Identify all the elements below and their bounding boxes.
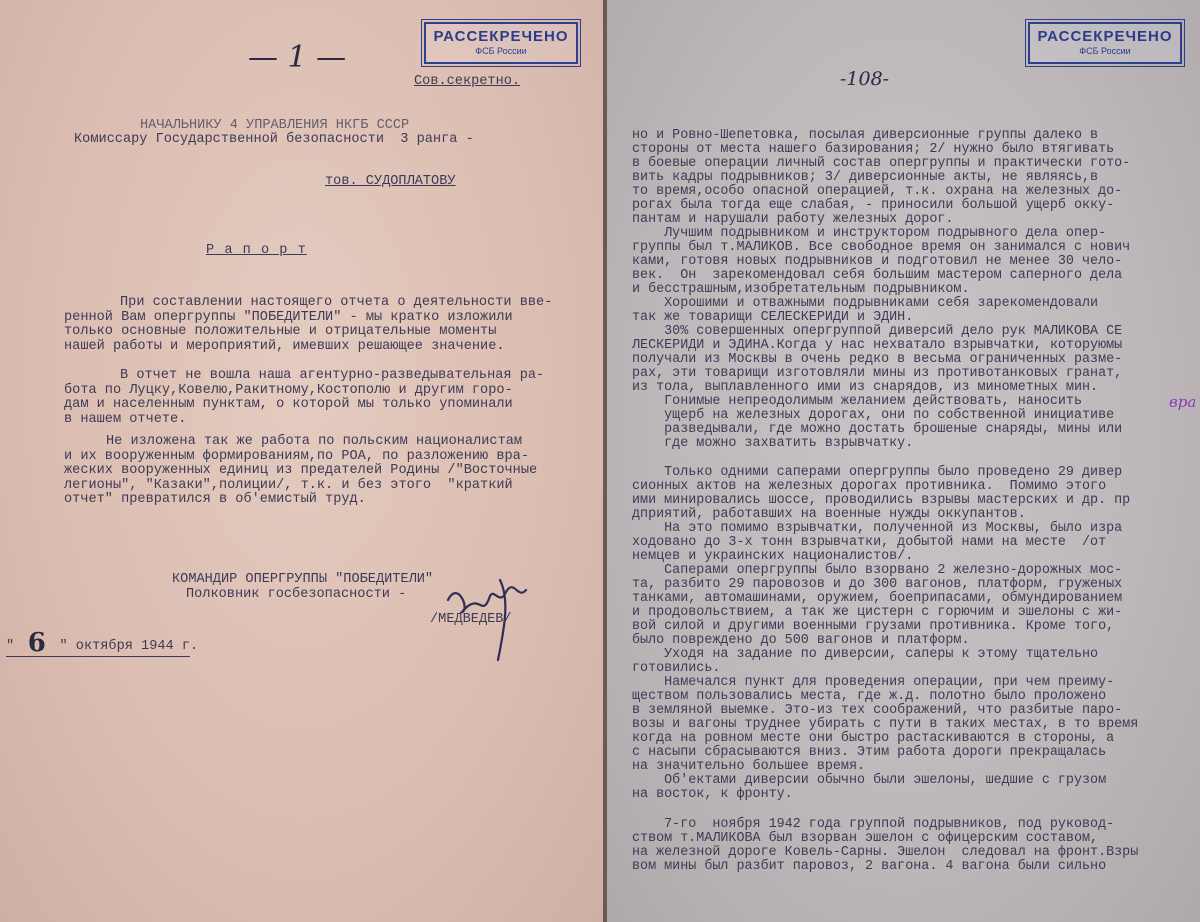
date-line bbox=[6, 626, 199, 658]
body-line: ками, готовя новых подрывников и подготовил не менее 30 чело- bbox=[632, 254, 1123, 269]
body-line: но и Ровно-Шепетовка, посылая диверсионные группы далеко в bbox=[632, 128, 1099, 143]
body-line: рах, эти товарищи изготовляли мины из противотанковых гранат, bbox=[632, 366, 1123, 381]
body-line: Намечался пункт для проведения операции, при чем преиму- bbox=[632, 675, 1115, 690]
body-line: стороны от места нашего базирования; 2/ нужно было втягивать bbox=[632, 142, 1115, 157]
body-line: Только одними саперами опергруппы было проведено 29 дивер bbox=[632, 465, 1123, 480]
body-line: ществом пользовались места, где ж.д. полотно было проложено bbox=[632, 689, 1107, 704]
body-line: получали из Москвы в очень редко в весьма ограниченных разме- bbox=[632, 352, 1123, 367]
body-line: Гонимые непреодолимым желанием действовать, наносить bbox=[632, 394, 1082, 409]
addressee-line-3: тов. СУДОПЛАТОВУ bbox=[325, 174, 456, 189]
body-line: вом мины был разбит паровоз, 2 вагона. 4 вагона были сильно bbox=[632, 859, 1107, 874]
date-day: 6 bbox=[27, 628, 46, 658]
right-page-number: -108- bbox=[840, 68, 890, 90]
body-line: век. Он зарекомендовал себя большим мастером саперного дела bbox=[632, 268, 1123, 283]
signature-line-2: Полковник госбезопасности - bbox=[186, 587, 407, 602]
para2-line3: дам и населенным пунктам, о которой мы только упоминали bbox=[64, 397, 513, 412]
body-line: 7-го ноября 1942 года группой подрывников, под руковод- bbox=[632, 817, 1115, 832]
para2-line1: В отчет не вошла наша агентурно-разведывательная ра- bbox=[120, 368, 545, 383]
body-line: Саперами опергруппы было взорвано 2 железно-дорожных мос- bbox=[632, 563, 1123, 578]
body-line: Хорошими и отважными подрывниками себя зарекомендовали bbox=[632, 296, 1099, 311]
body-line: рогах была тогда еще слабая, - приносили большой ущерб окку- bbox=[632, 198, 1115, 213]
body-line: дприятий, работавших на военные нужды оккупантов. bbox=[632, 507, 1026, 522]
body-line: та, разбито 29 паровозов и до 300 вагонов, платформ, груженых bbox=[632, 577, 1123, 592]
body-line: на восток, к фронту. bbox=[632, 787, 793, 802]
body-line: ущерб на железных дорогах, они по собственной инициативе bbox=[632, 408, 1115, 423]
body-line: вой силой и другими военными грузами противника. Кроме того, bbox=[632, 619, 1115, 634]
para1-line3: только основные положительные и отрицательные моменты bbox=[64, 324, 497, 339]
body-line: и продовольствием, а так же цистерн с горючим и эшелоны с жи- bbox=[632, 605, 1123, 620]
body-line: немцев и украинских националистов/. bbox=[632, 549, 914, 564]
body-line: пантам и нарушали работу железных дорог. bbox=[632, 212, 954, 227]
body-line: группы был т.МАЛИКОВ. Все свободное время он занимался с нович bbox=[632, 240, 1131, 255]
body-line: Лучшим подрывником и инструктором подрывного дела опер- bbox=[632, 226, 1107, 241]
signature-line-1: КОМАНДИР ОПЕРГРУППЫ "ПОБЕДИТЕЛИ" bbox=[172, 572, 434, 587]
para2-line4: в нашем отчете. bbox=[64, 412, 187, 427]
body-line: ством т.МАЛИКОВА был взорван эшелон с офицерским составом, bbox=[632, 831, 1099, 846]
date-rest: " октября 1944 г. bbox=[59, 639, 199, 654]
left-page-number: — 1 — bbox=[248, 40, 347, 75]
para3-line4: легионы", "Казаки",полиции/, т.к. и без этого "краткий bbox=[64, 478, 513, 493]
stamp-subtitle: ФСБ России bbox=[475, 46, 527, 56]
para3-line3: жеских вооруженных единиц из предателей Родины /"Восточные bbox=[64, 463, 538, 478]
para3-line1: Не изложена так же работа по польским националистам bbox=[106, 434, 523, 449]
body-line: на значительно большее время. bbox=[632, 759, 866, 774]
para1-line4: нашей работы и мероприятий, имевших решающее значение. bbox=[64, 339, 505, 354]
body-line: возы и вагоны труднее убирать с пути в таких местах, в то время bbox=[632, 717, 1139, 732]
declassified-stamp-right bbox=[1028, 22, 1182, 64]
body-line: вить кадры подрывников; 3/ диверсионные акты, не являясь,в bbox=[632, 170, 1099, 185]
classification-mark: Сов.секретно. bbox=[414, 74, 521, 89]
body-line: Об'ектами диверсии обычно были эшелоны, шедшие с грузом bbox=[632, 773, 1107, 788]
body-line: ими минировались шоссе, проводились взрывы мастерских и др. пр bbox=[632, 493, 1131, 508]
para2-line2: бота по Луцку,Ковелю,Ракитному,Костополю и другим горо- bbox=[64, 383, 513, 398]
body-line: так же товарищи СЕЛЕСКЕРИДИ и ЭДИН. bbox=[632, 310, 914, 325]
body-line: готовились. bbox=[632, 661, 721, 676]
stamp-title: РАССЕКРЕЧЕНО bbox=[433, 28, 569, 45]
body-line: разведывали, где можно достать брошеные снаряды, мины или bbox=[632, 422, 1123, 437]
para1-line2: ренной Вам опергруппы "ПОБЕДИТЕЛИ" - мы кратко изложили bbox=[64, 310, 513, 325]
para1-line1: При составлении настоящего отчета о деятельности вве- bbox=[120, 295, 553, 310]
body-line: 30% совершенных опергруппой диверсий дело рук МАЛИКОВА СЕ bbox=[632, 324, 1123, 339]
signature-line-3: /МЕДВЕДЕВ/ bbox=[430, 612, 512, 627]
body-line: то время,особо опасной операцией, т.к. охрана на железных до- bbox=[632, 184, 1123, 199]
body-line: из тола, выплавленного ими из снарядов, из минометных мин. bbox=[632, 380, 1099, 395]
margin-note: вра bbox=[1169, 393, 1197, 411]
para3-line5: отчет" превратился в об'емистый труд. bbox=[64, 492, 366, 507]
addressee-line-2: Комиссару Государственной безопасности 3 ранга - bbox=[74, 132, 474, 147]
addressee-line-1: НАЧАЛЬНИКУ 4 УПРАВЛЕНИЯ НКГБ СССР bbox=[140, 118, 410, 133]
declassified-stamp-left bbox=[424, 22, 578, 64]
body-line: Уходя на задание по диверсии, саперы к этому тщательно bbox=[632, 647, 1099, 662]
body-line: с насыпи сбрасываются вниз. Этим работа дороги прекращалась bbox=[632, 745, 1107, 760]
body-line: где можно захватить взрывчатку. bbox=[632, 436, 914, 451]
body-line: и бесстрашным,изобретательным подрывником. bbox=[632, 282, 970, 297]
stamp-title: РАССЕКРЕЧЕНО bbox=[1037, 28, 1173, 45]
body-line: было повреждено до 500 вагонов и платформ. bbox=[632, 633, 970, 648]
body-line: танками, автомашинами, оружием, боеприпасами, обмундированием bbox=[632, 591, 1123, 606]
date-open-quote: " bbox=[6, 639, 15, 654]
para3-line2: и их вооруженным формированиям,по РОА, по разложению вра- bbox=[64, 449, 529, 464]
handwritten-signature bbox=[440, 560, 540, 670]
body-line: ЛЕСКЕРИДИ и ЭДИНА.Когда у нас нехватало взрывчатки, которуюмы bbox=[632, 338, 1123, 353]
body-line: на железной дороге Ковель-Сарны. Эшелон следовал на фронт.Взры bbox=[632, 845, 1139, 860]
body-line: в земляной выемке. Это-из тех соображений, что разбитые паро- bbox=[632, 703, 1123, 718]
body-line: ходовано до 3-х тонн взрывчатки, добытой нами на месте /от bbox=[632, 535, 1107, 550]
stamp-subtitle: ФСБ России bbox=[1079, 46, 1131, 56]
right-page bbox=[607, 0, 1200, 922]
report-title: Р а п о р т bbox=[206, 243, 307, 258]
body-line: когда на ровном месте они быстро растаскиваются в стороны, а bbox=[632, 731, 1115, 746]
body-line: в боевые операции личный состав опергруппы и практически гото- bbox=[632, 156, 1131, 171]
body-line: На это помимо взрывчатки, полученной из Москвы, было изра bbox=[632, 521, 1123, 536]
body-line: сионных актов на железных дорогах противника. Помимо этого bbox=[632, 479, 1107, 494]
